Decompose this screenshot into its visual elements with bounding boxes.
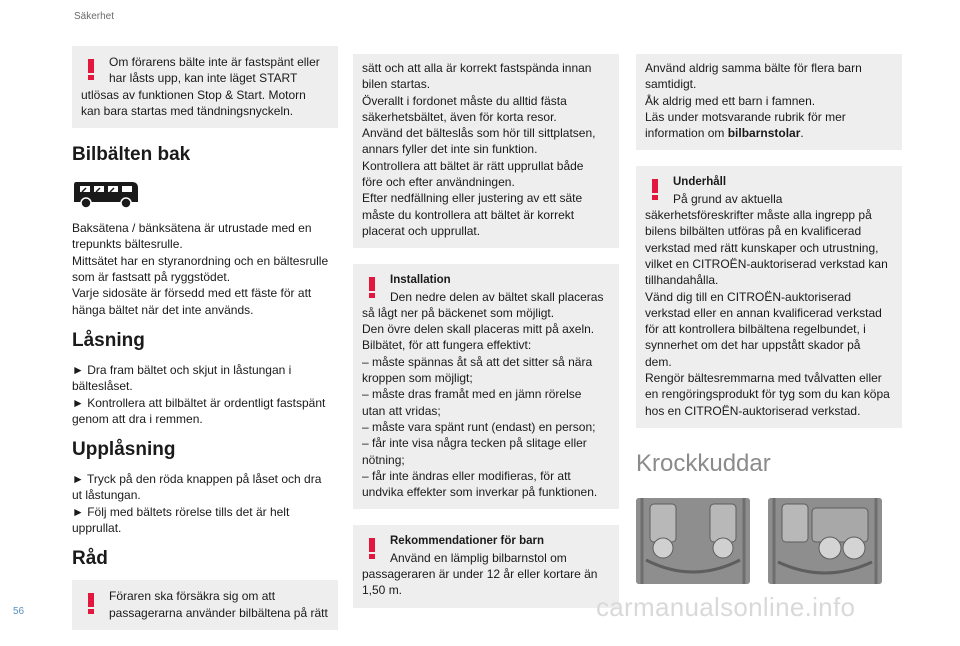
exclamation-icon xyxy=(648,179,662,201)
locking-text xyxy=(72,362,338,427)
text-line: Baksätena / bänksätena är utrustade med en xyxy=(72,221,312,236)
text-line: som är fastsatt på ryggstödet. xyxy=(72,270,231,285)
children-continued-box xyxy=(636,54,902,150)
text-line: ► Kontrollera att bilbältet är ordentligt fastspänt xyxy=(72,395,326,410)
text-line: Den nedre delen av bältet skall placeras xyxy=(390,289,604,304)
text-line: Den övre delen skall placeras mitt på axeln. xyxy=(362,322,595,337)
van-seats-icon xyxy=(72,176,140,210)
text-line: upprullat. xyxy=(72,521,122,536)
text-line: – får inte visa några tecken på slitage eller xyxy=(362,436,587,451)
text-line: måste du kontrollera att bältet är korrekt xyxy=(362,207,575,222)
text-line: genom att dra i remmen. xyxy=(72,411,203,426)
text-line: annars fyller det inte sin funktion. xyxy=(362,142,538,157)
warning-box-driver-belt xyxy=(72,46,338,128)
unlocking-text xyxy=(72,471,338,536)
text-line: ut låstungan. xyxy=(72,488,141,503)
text-line: sätt och att alla är korrekt fastspända innan xyxy=(362,61,592,75)
text-line: bälteslåset. xyxy=(72,379,133,394)
text-line: Läs under motsvarande rubrik för mer xyxy=(645,109,846,124)
text-line: för att kontrollera bilbältena regelbundet, i xyxy=(645,322,866,337)
exclamation-icon xyxy=(84,593,98,615)
text-line: samtidigt. xyxy=(645,77,697,92)
text-line: På grund av aktuella xyxy=(673,191,783,206)
warning-box-children xyxy=(353,525,619,607)
text-line: en rengöringsprodukt för tyg som du kan köpa xyxy=(645,387,890,402)
text-line: Rengör bältesremmarna med tvålvatten eller xyxy=(645,371,882,386)
airbag-diagrams xyxy=(636,498,902,584)
exclamation-icon xyxy=(84,59,98,81)
heading-rear-belts: Bilbälten bak xyxy=(72,144,191,166)
text-line: undvika effekter som inverkar på funktionen. xyxy=(362,485,598,500)
column-2 xyxy=(353,54,619,624)
text-line: verkstad eller en annan kvalificerad verkstad xyxy=(645,305,882,320)
text-line: – får inte ändras eller modifieras, för att xyxy=(362,468,571,483)
text-line: Använd det bälteslås som hör till sittplatsen, xyxy=(362,126,596,141)
text-line: – måste spännas åt så att det sitter så nära xyxy=(362,354,593,369)
airbag-diagram-cab xyxy=(768,498,882,584)
children-title: Rekommendationer för barn xyxy=(390,535,544,548)
maintenance-title: Underhåll xyxy=(673,176,727,189)
text-line xyxy=(645,125,893,141)
installation-title: Installation xyxy=(390,274,451,287)
heading-airbags: Krockkuddar xyxy=(636,449,771,477)
warning-box-maintenance xyxy=(636,166,902,427)
warning-line: kan bara startas med tändningsnyckeln. xyxy=(81,103,294,118)
heading-locking: Låsning xyxy=(72,329,145,351)
text-fragment: . xyxy=(800,126,804,141)
text-line: ► Dra fram bältet och skjut in låstungan i xyxy=(72,362,292,377)
text-line: Kontrollera att bältet är rätt upprullat både xyxy=(362,158,584,173)
text-line: – måste dras framåt med en jämn rörelse xyxy=(362,387,582,402)
warning-line: har låsts upp, kan inte läget START xyxy=(109,71,298,86)
page-header: Säkerhet xyxy=(74,11,115,22)
warning-box-installation xyxy=(353,264,619,509)
text-line: passageraren är under 12 år eller kortare än xyxy=(362,567,598,582)
text-line: säkerhetsföreskrifter måste alla ingrepp på xyxy=(645,208,872,223)
text-line: trepunkts bältesrulle. xyxy=(72,237,183,252)
rear-belts-text xyxy=(72,220,338,318)
text-line: vilket en CITROËN-auktoriserad verkstad kan xyxy=(645,256,888,271)
text-line: Åk aldrig med ett barn i famnen. xyxy=(645,93,816,108)
text-line: kroppen som möjligt; xyxy=(362,371,473,386)
text-line: Mittsätet har en styranordning och en bältesrulle xyxy=(72,253,329,268)
text-line: hänga bältet när det inte används. xyxy=(72,302,254,317)
warning-line: utlösas av funktionen Stop & Start. Motorn xyxy=(81,87,306,102)
warning-box-advice xyxy=(72,580,338,630)
text-line: ► Följ med bältets rörelse tills det är helt xyxy=(72,504,290,519)
text-line: Bilbätet, för att fungera effektivt: xyxy=(362,338,532,353)
text-line: före och efter användningen. xyxy=(362,175,515,190)
text-line: verkstad med rätt kunskaper och utrustning, xyxy=(645,240,879,255)
text-line: säkerhetsbältet, även för korta resor. xyxy=(362,109,557,124)
text-line: placerat och upprullat. xyxy=(362,223,481,238)
text-line: tillhandahålla. xyxy=(645,273,719,288)
heading-unlocking: Upplåsning xyxy=(72,439,176,461)
text-line: Efter nedfällning eller justering av ett säte xyxy=(362,191,583,206)
text-line: – måste vara spänt runt (endast) en person; xyxy=(362,419,596,434)
column-1 xyxy=(72,46,338,646)
text-line: hos en CITROËN-auktoriserad verkstad. xyxy=(645,403,861,418)
advice-continued-box xyxy=(353,54,619,248)
text-line: ► Tryck på den röda knappen på låset och dra xyxy=(72,472,322,487)
text-line: bilen startas. xyxy=(362,77,431,92)
text-line: 1,50 m. xyxy=(362,583,403,598)
text-line: så lågt ner på bäckenet som möjligt. xyxy=(362,305,555,320)
text-line: Överallt i fordonet måste du alltid fästa xyxy=(362,93,567,108)
text-line: dem. xyxy=(645,354,672,369)
text-line: utan att vridas; xyxy=(362,403,441,418)
text-line: nötning; xyxy=(362,452,405,467)
warning-line: passagerarna använder bilbältena på rätt xyxy=(109,605,328,620)
heading-advice: Råd xyxy=(72,548,108,570)
warning-line: Föraren ska försäkra sig om att xyxy=(109,589,276,604)
text-line: Använd aldrig samma bälte för flera barn xyxy=(645,61,862,75)
column-3 xyxy=(636,54,902,584)
warning-line: Om förarens bälte inte är fastspänt eller xyxy=(109,55,320,69)
child-seats-reference: bilbarnstolar xyxy=(727,126,801,141)
exclamation-icon xyxy=(365,538,379,560)
text-fragment: information om xyxy=(645,126,728,141)
text-line: bilens bilbälten utföras på en kvalificerad xyxy=(645,224,862,239)
exclamation-icon xyxy=(365,277,379,299)
text-line: Använd en lämplig bilbarnstol om xyxy=(390,550,567,565)
watermark: carmanualsonline.info xyxy=(596,592,856,622)
text-line: Vänd dig till en CITROËN-auktoriserad xyxy=(645,289,852,304)
page-number: 56 xyxy=(13,606,25,617)
airbag-diagram-front-seats xyxy=(636,498,750,584)
text-line: Varje sidosäte är försedd med ett fäste för att xyxy=(72,286,312,301)
text-line: synnerhet om det har uppstått skador på xyxy=(645,338,861,353)
